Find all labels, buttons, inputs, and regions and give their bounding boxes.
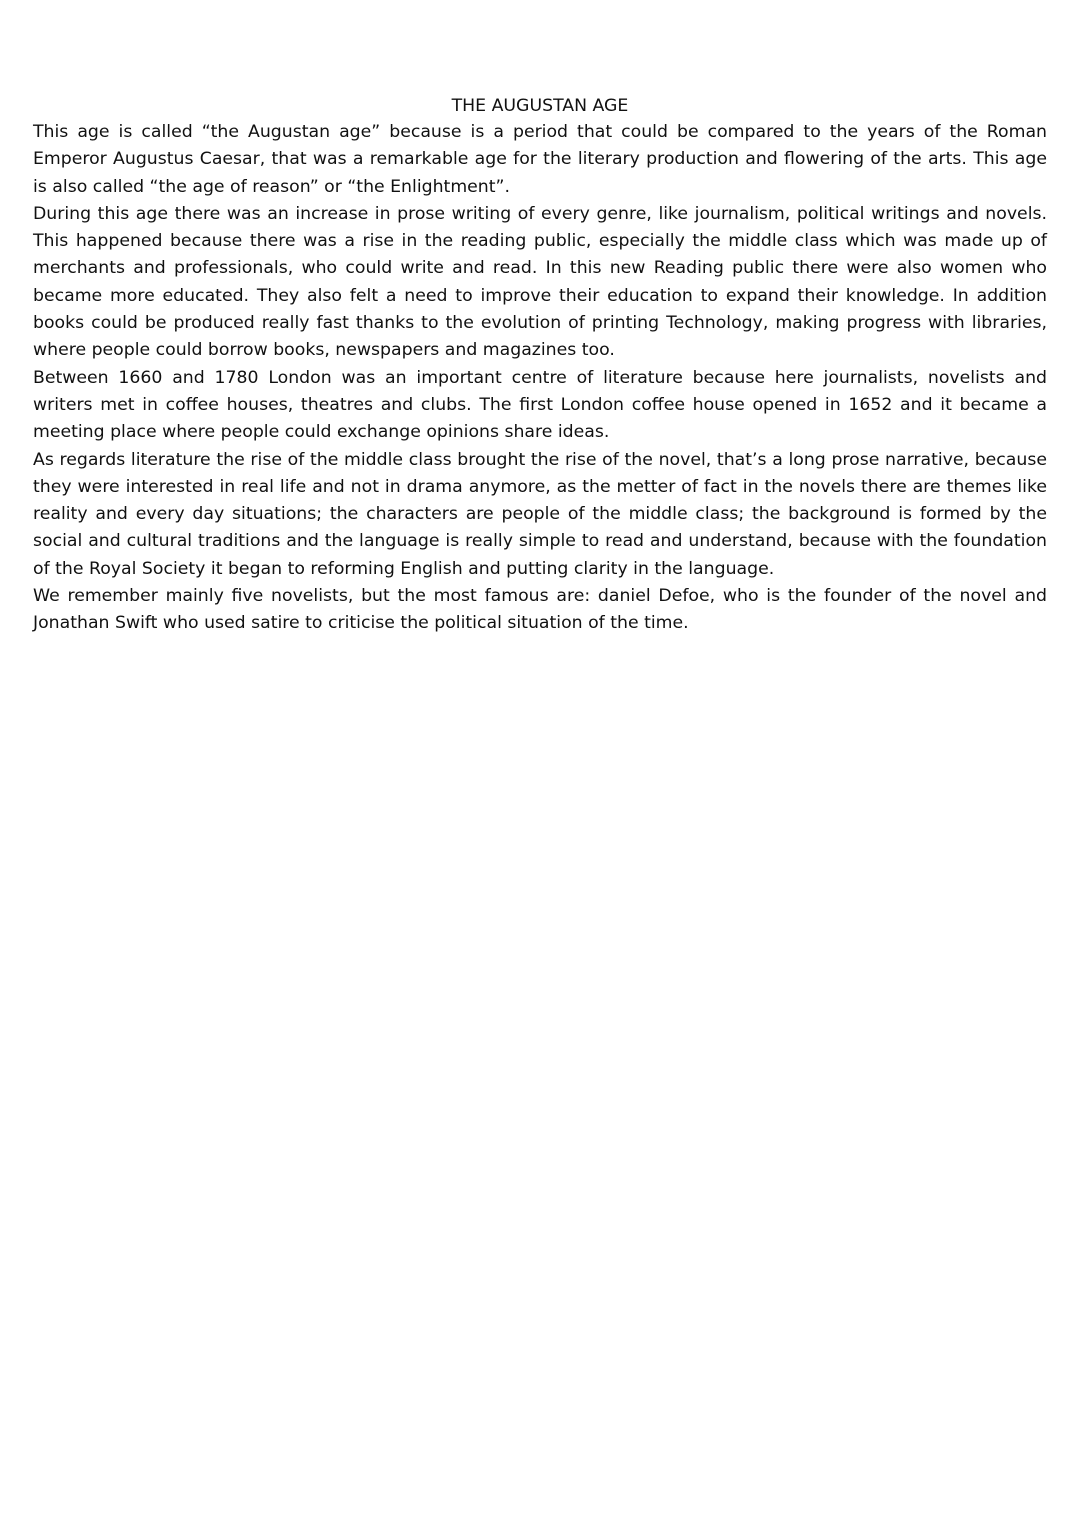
document-page [33,95,1047,638]
paragraph-novel: As regards literature the rise of the middle class brought the rise of the novel, that’s a long prose narrative, because they were interested in real life and not in drama anymore, as the metter of fact in the novels there are themes like reality and every day situations; the characters are people of the middle class; the background is formed by the social and cultural traditions and the language is really simple to read and understand, because with the foundation of the Royal Society it began to reforming English and putting clarity in the language. [33,449,1047,579]
paragraph-intro: This age is called “the Augustan age” because is a period that could be compared to the years of the Roman Emperor Augustus Caesar, that was a remarkable age for the literary production and flowering of the arts. This age is also called “the age of reason” or “the Enlightment”. [33,122,1047,197]
paragraph-novelists: We remember mainly five novelists, but the most famous are: daniel Defoe, who is the founder of the novel and Jonathan Swift who used satire to criticise the political situation of the time. [33,586,1047,634]
paragraph-prose-writing: During this age there was an increase in prose writing of every genre, like journalism, political writings and novels. This happened because there was a rise in the reading public, especially the middle class which was made up of merchants and professionals, who could write and read. In this new Reading public there were also women who became more educated. They also felt a need to improve their education to expand their knowledge. In addition books could be produced really fast thanks to the evolution of printing Technology, making progress with libraries, where people could borrow books, newspapers and magazines too. [33,203,1047,361]
document-title: THE AUGUSTAN AGE [451,96,629,116]
paragraph-london: Between 1660 and 1780 London was an important centre of literature because here journalists, novelists and writers met in coffee houses, theatres and clubs. The first London coffee house opened in 1652 and it became a meeting place where people could exchange opinions share ideas. [33,367,1047,443]
